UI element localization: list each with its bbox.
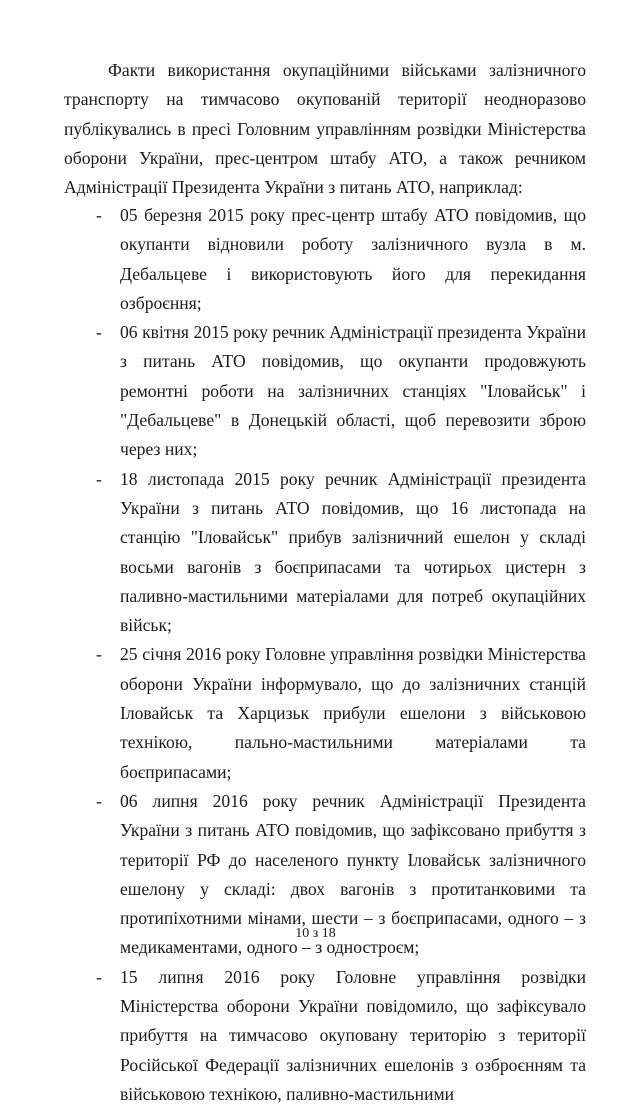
page-number: 10 з 18 (295, 926, 336, 941)
list-dash: - (96, 966, 102, 987)
list-dash: - (96, 644, 102, 665)
list-dash: - (96, 790, 102, 811)
intro-paragraph: Факти використання окупаційними військами залізничного транспорту на тимчасово окупованій території неодноразово публікувались в пресі Головним управлінням розвідки Міністерства оборони України, прес-центром штабу АТО, а також речником Адміністрації Президента України з питань АТО, наприклад: (64, 60, 586, 198)
list-dash: - (96, 468, 102, 489)
list-item-text: 05 березня 2015 року прес-центр штабу АТО повідомив, що окупанти відновили роботу залізничного вузла в м. Дебальцеве і використовують його для перекидання озброєння; (120, 205, 586, 313)
list-dash: - (96, 322, 102, 343)
list-item-text: 06 липня 2016 року речник Адміністрації Президента України з питань АТО повідомив, що зафіксовано прибуття з території РФ до населеного пункту Іловайськ залізничного ешелону у складі: двох вагонів з протитанковими та протипіхотними мінами, шести – з боєприпасами, одного – з медикаментами, одного – з одностроєм; (120, 790, 586, 958)
facts-list (0, 201, 631, 1109)
list-item-text: 25 січня 2016 року Головне управління розвідки Міністерства оборони України інформувало, що до залізничних станцій Іловайськ та Харцизьк прибули ешелони з військовою технікою, пально-мастильними матеріалами та боєприпасами; (120, 644, 586, 782)
list-item (0, 318, 631, 464)
list-item-text: 06 квітня 2015 року речник Адміністрації президента України з питань АТО повідомив, що окупанти продовжують ремонтні роботи на залізничних станціях "Іловайськ" і "Дебальцеве" в Донецькій області, щоб перевозити зброю через них; (120, 322, 586, 460)
list-item-text: 15 липня 2016 року Головне управління розвідки Міністерства оборони України повідомило, що зафіксувало прибуття на тимчасово окуповану територію з території Російської Федерації залізничних ешелонів з озброєнням та військовою технікою, паливно-мастильними (120, 966, 586, 1104)
list-dash: - (96, 205, 102, 225)
list-item (0, 963, 631, 1109)
list-item (0, 465, 631, 641)
list-item-text: 18 листопада 2015 року речник Адміністрації президента України з питань АТО повідомив, що 16 листопада на станцію "Іловайськ" прибув залізничний ешелон у складі восьми вагонів з боєприпасами та чотирьох цистерн з паливно-мастильними матеріалами для потреб окупаційних військ; (120, 468, 586, 636)
list-item (0, 201, 631, 318)
list-item (0, 640, 631, 786)
